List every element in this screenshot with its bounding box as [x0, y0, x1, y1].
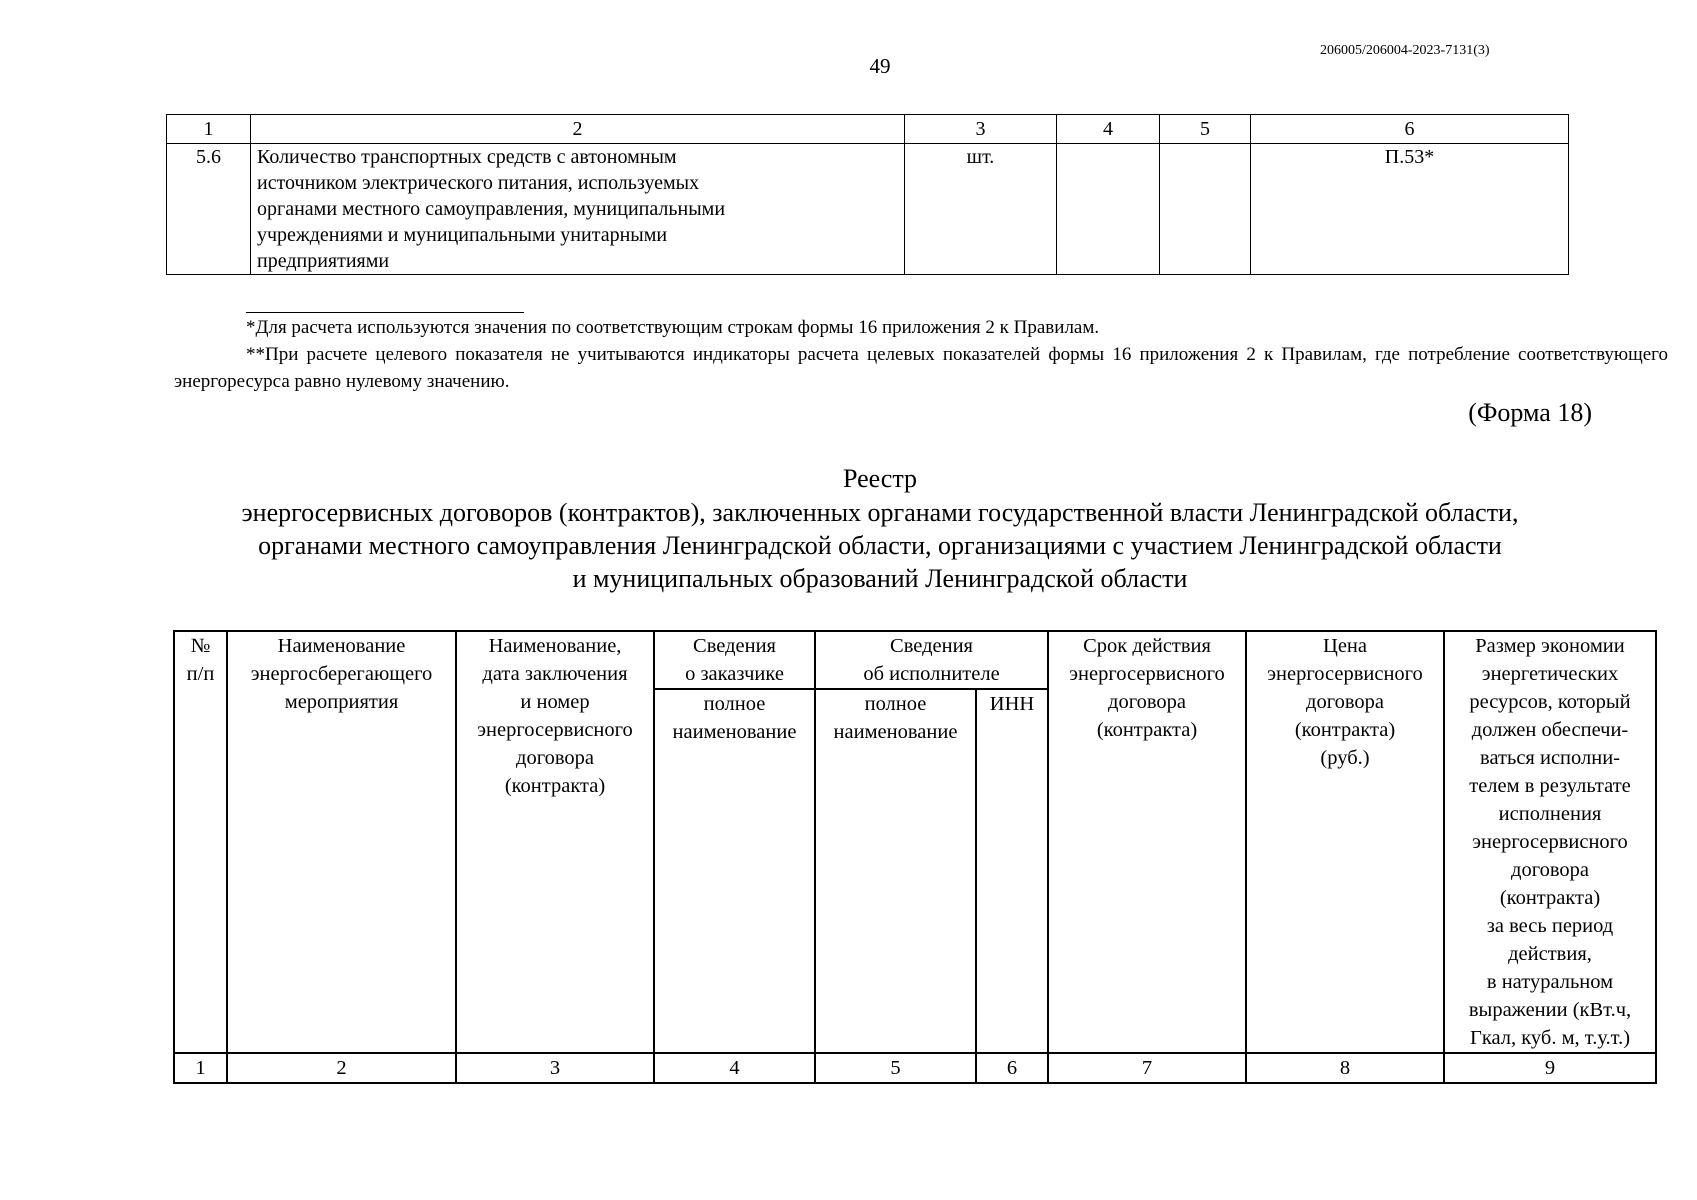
empty-cell — [1160, 144, 1251, 275]
header-line: мероприятия — [284, 691, 399, 713]
register-table — [173, 630, 1657, 1084]
empty-cell — [1057, 144, 1160, 275]
header-row-1 — [174, 631, 1656, 689]
indicators-table — [166, 114, 1569, 275]
header-line: п/п — [186, 663, 215, 685]
column-number: 5 — [1160, 115, 1251, 144]
header-line: Сведения — [693, 635, 776, 657]
header-customer — [654, 631, 815, 689]
header-line: выражении (кВт.ч, — [1468, 999, 1632, 1021]
column-number: 1 — [167, 115, 251, 144]
column-number: 2 — [227, 1053, 456, 1083]
header-line: договора — [1511, 859, 1589, 881]
subtitle-line: и муниципальных образований Ленинградской области — [572, 564, 1188, 593]
column-number: 9 — [1444, 1053, 1656, 1083]
header-line: Сведения — [890, 635, 973, 657]
description-line: предприятиями — [257, 250, 390, 272]
header-line: Срок действия — [1083, 635, 1211, 657]
header-line: договора — [1108, 691, 1186, 713]
header-line: (контракта) — [1096, 719, 1198, 741]
header-line: энергосервисного — [477, 719, 633, 741]
header-line: энергосервисного — [1267, 663, 1423, 685]
header-line: энергосервисного — [1472, 831, 1628, 853]
column-number: 3 — [456, 1053, 654, 1083]
unit-cell: шт. — [905, 144, 1057, 275]
header-line: дата заключения — [482, 663, 628, 685]
page-number: 49 — [869, 54, 891, 78]
header-line: ваться исполни- — [1480, 747, 1620, 769]
header-contract — [456, 631, 654, 1053]
column-number: 4 — [1057, 115, 1160, 144]
footnote-2: **При расчете целевого показателя не учитываются индикаторы расчета целевых показателей формы 16 приложения 2 к Правилам, где потребление соответствующего энергоресурса равно нулевому значению. — [174, 344, 1668, 392]
header-savings — [1444, 631, 1656, 1053]
header-executor-inn: ИНН — [976, 689, 1048, 1053]
header-line: (контракта) — [1499, 887, 1601, 909]
subtitle-line: органами местного самоуправления Ленинградской области, организациями с участием Ленинградской области — [258, 531, 1502, 560]
header-line: за весь период — [1486, 915, 1614, 937]
description-line: Количество транспортных средств с автономным — [257, 146, 677, 168]
header-line: наименование — [833, 721, 958, 743]
column-number: 3 — [905, 115, 1057, 144]
column-number: 6 — [976, 1053, 1048, 1083]
header-term — [1048, 631, 1246, 1053]
header-customer-name — [654, 689, 815, 1053]
header-price — [1246, 631, 1444, 1053]
subtitle-line: энергосервисных договоров (контрактов), заключенных органами государственной власти Ленинградской области, — [241, 498, 1519, 527]
column-number: 7 — [1048, 1053, 1246, 1083]
table-row — [167, 144, 1569, 275]
header-line: исполнения — [1498, 803, 1602, 825]
header-line: энергосберегающего — [250, 663, 433, 685]
header-line: Гкал, куб. м, т.у.т.) — [1469, 1027, 1631, 1049]
header-line: полное — [864, 693, 927, 715]
indicator-description — [251, 144, 905, 275]
column-number: 8 — [1246, 1053, 1444, 1083]
register-subtitle — [0, 496, 1697, 595]
description-line: учреждениями и муниципальными унитарными — [257, 224, 668, 246]
column-number: 2 — [251, 115, 905, 144]
header-line: (руб.) — [1320, 747, 1370, 769]
table-column-numbers-row — [167, 115, 1569, 144]
header-executor-name — [815, 689, 976, 1053]
register-title: Реестр — [842, 464, 918, 493]
header-line: Размер экономии — [1475, 635, 1625, 657]
header-line: Наименование — [277, 635, 406, 657]
header-line: ресурсов, который — [1469, 691, 1631, 713]
column-number: 5 — [815, 1053, 976, 1083]
header-line: договора — [1306, 691, 1384, 713]
header-line: наименование — [672, 721, 797, 743]
header-line: в натуральном — [1486, 971, 1614, 993]
description-line: органами местного самоуправления, муниципальными — [257, 198, 726, 220]
column-number: 6 — [1251, 115, 1569, 144]
header-line: о заказчике — [685, 663, 784, 685]
header-measure — [227, 631, 456, 1053]
column-number: 1 — [174, 1053, 227, 1083]
footnote-divider — [246, 312, 524, 313]
document-number: 206005/206004-2023-7131(3) — [1320, 43, 1490, 58]
header-line: об исполнителе — [863, 663, 1000, 685]
row-number: 5.6 — [167, 144, 251, 275]
header-num — [174, 631, 227, 1053]
header-line: № — [190, 635, 211, 657]
header-line: энергосервисного — [1069, 663, 1225, 685]
header-line: должен обеспечи- — [1471, 719, 1629, 741]
description-line: источником электрического питания, используемых — [257, 172, 700, 194]
header-executor — [815, 631, 1048, 689]
header-line: Наименование, — [488, 635, 622, 657]
table-column-numbers-row — [174, 1053, 1656, 1083]
header-line: и номер — [520, 691, 590, 713]
header-line: (контракта) — [504, 775, 606, 797]
header-line: полное — [703, 693, 766, 715]
header-line: (контракта) — [1294, 719, 1396, 741]
footnote-1: *Для расчета используются значения по соответствующим строкам формы 16 приложения 2 к Правилам. — [246, 317, 1100, 338]
header-line: Цена — [1323, 635, 1367, 657]
header-line: действия, — [1508, 943, 1592, 965]
header-line: телем в результате — [1469, 775, 1631, 797]
column-number: 4 — [654, 1053, 815, 1083]
form-label: (Форма 18) — [1468, 398, 1592, 427]
header-line: энергетических — [1481, 663, 1619, 685]
header-line: договора — [516, 747, 594, 769]
source-cell: П.53* — [1251, 144, 1569, 275]
